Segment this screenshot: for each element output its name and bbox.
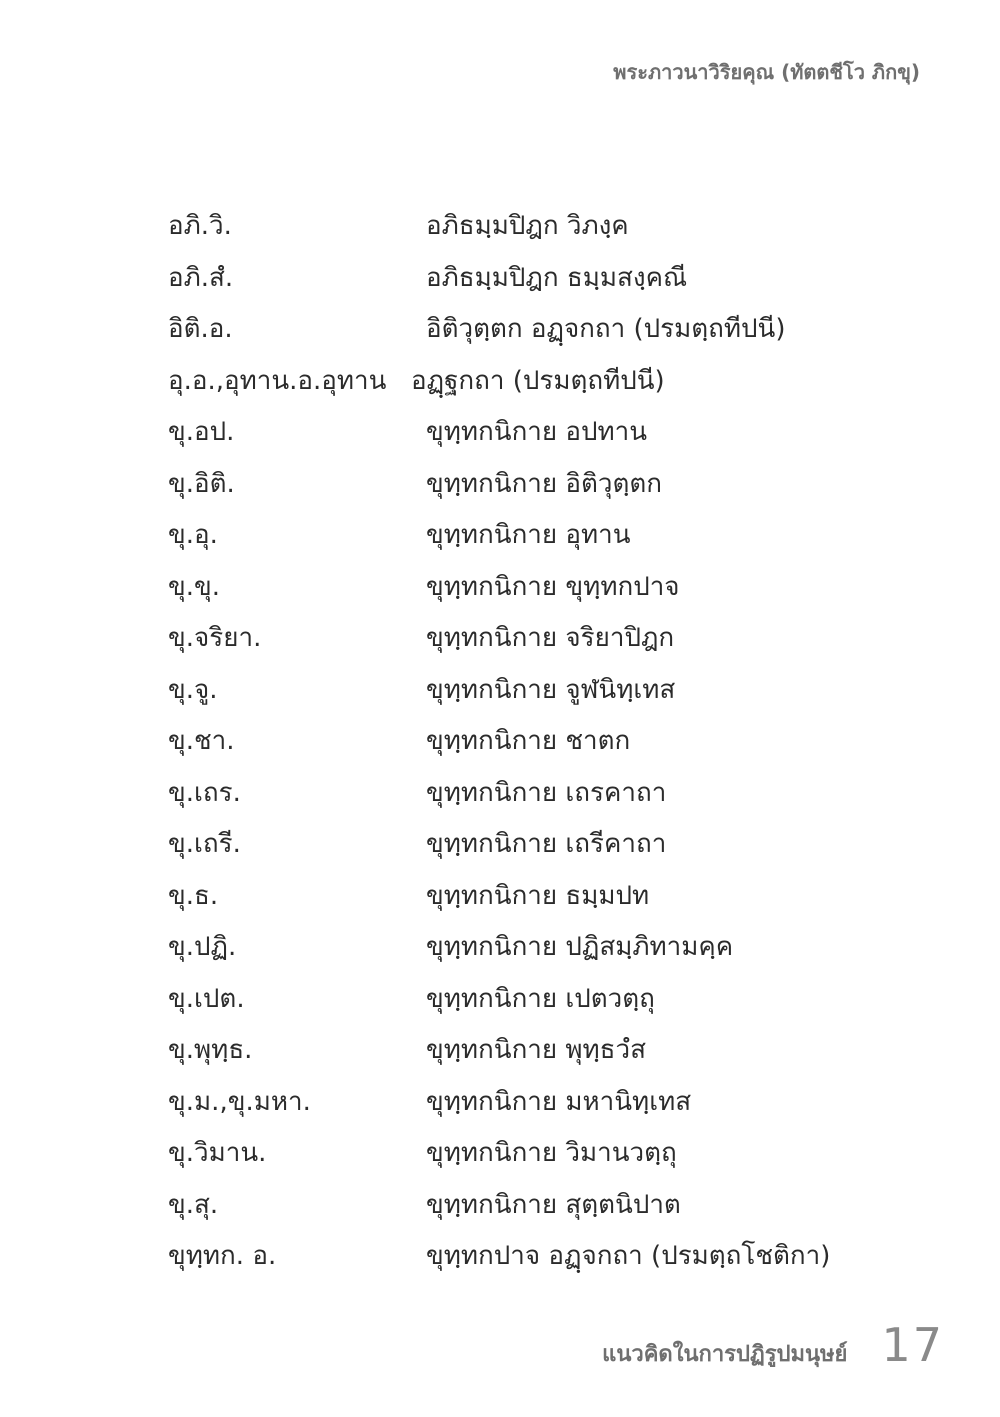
page-number: 17 [881, 1318, 944, 1372]
abbreviation-value: ขุทฺทกนิกาย เถรคาถา [426, 777, 667, 808]
abbreviation-value: ขุทฺทกนิกาย วิมานวตฺถุ [426, 1138, 677, 1168]
abbreviation-row [168, 1180, 928, 1232]
abbreviation-row [168, 1128, 928, 1180]
abbreviation-value: ขุทฺทกนิกาย มหานิทฺเทส [426, 1086, 692, 1117]
abbreviation-key: อุ.อ.,อุทาน.อ.อุทาน [168, 365, 387, 396]
footer-book-title: แนวคิดในการปฏิรูปมนุษย์ [602, 1342, 848, 1367]
abbreviation-row [168, 1025, 928, 1077]
abbreviation-value: ขุทฺทกนิกาย สุตฺตนิปาต [426, 1189, 681, 1220]
abbreviation-key: ขุทฺทก. อ. [168, 1241, 277, 1271]
abbreviation-key: อภิ.วิ. [168, 211, 232, 241]
abbreviation-row [168, 510, 928, 562]
abbreviation-value: ขุทฺทกนิกาย อิติวุตฺตก [426, 468, 663, 499]
abbreviation-value: อฏฺฐกถา (ปรมตฺถทีปนี) [411, 365, 665, 396]
abbreviation-row [168, 922, 928, 974]
running-header-title: พระภาวนาวิริยคุณ (ทัตตชีโว ภิกขุ) [613, 60, 920, 84]
abbreviation-key: อิติ.อ. [168, 314, 233, 344]
abbreviation-value: ขุทฺทกนิกาย เถรีคาถา [426, 829, 667, 859]
abbreviation-key: ขุ.พุทฺธ. [168, 1035, 253, 1065]
abbreviation-list [168, 201, 928, 1283]
abbreviation-key: ขุ.วิมาน. [168, 1138, 267, 1168]
abbreviation-key: ขุ.ม.,ขุ.มหา. [168, 1086, 311, 1117]
abbreviation-value: ขุทฺทกนิกาย จริยาปิฎก [426, 623, 675, 653]
abbreviation-value: อภิธมฺมปิฎก วิภงฺค [426, 211, 629, 241]
abbreviation-row [168, 459, 928, 511]
abbreviation-value: อภิธมฺมปิฎก ธมฺมสงฺคณี [426, 262, 688, 293]
abbreviation-row [168, 356, 928, 408]
running-header [613, 56, 920, 88]
abbreviation-key: ขุ.สุ. [168, 1189, 219, 1220]
abbreviation-row [168, 407, 928, 459]
abbreviation-value: ขุทฺทกนิกาย อุทาน [426, 520, 631, 550]
abbreviation-value: ขุทฺทกปาจ อฏฺจกถา (ปรมตฺถโชติกา) [426, 1241, 831, 1271]
abbreviation-row [168, 1231, 928, 1283]
abbreviation-value: ขุทฺทกนิกาย จูฬนิทฺเทส [426, 674, 676, 705]
abbreviation-row [168, 562, 928, 614]
abbreviation-key: อภิ.สํ. [168, 262, 234, 293]
abbreviation-row [168, 304, 928, 356]
abbreviation-row [168, 253, 928, 305]
abbreviation-key: ขุ.อุ. [168, 520, 218, 550]
abbreviation-row [168, 665, 928, 717]
abbreviation-value: อิติวุตฺตก อฏฺจกถา (ปรมตฺถทีปนี) [426, 314, 786, 344]
abbreviation-value: ขุทฺทกนิกาย พุทฺธวํส [426, 1035, 647, 1065]
abbreviation-value: ขุทฺทกนิกาย อปทาน [426, 417, 648, 447]
abbreviation-key: ขุ.เถรี. [168, 829, 241, 859]
abbreviation-value: ขุทฺทกนิกาย ขุทฺทกปาจ [426, 571, 680, 602]
abbreviation-row [168, 613, 928, 665]
abbreviation-key: ขุ.เถร. [168, 777, 241, 808]
running-footer [602, 1318, 944, 1372]
abbreviation-value: ขุทฺทกนิกาย ปฏิสมฺภิทามคฺค [426, 932, 734, 962]
abbreviation-row [168, 1077, 928, 1129]
abbreviation-key: ขุ.อิติ. [168, 468, 235, 499]
abbreviation-row [168, 201, 928, 253]
abbreviation-row [168, 819, 928, 871]
abbreviation-row [168, 974, 928, 1026]
abbreviation-key: ขุ.ปฏิ. [168, 932, 237, 962]
abbreviation-key: ขุ.จริยา. [168, 623, 262, 653]
abbreviation-key: ขุ.ชา. [168, 726, 235, 756]
abbreviation-row [168, 768, 928, 820]
abbreviation-key: ขุ.เปต. [168, 983, 245, 1014]
abbreviation-key: ขุ.อป. [168, 417, 235, 447]
abbreviation-value: ขุทฺทกนิกาย ชาตก [426, 726, 631, 756]
abbreviation-key: ขุ.ธ. [168, 880, 219, 911]
abbreviation-key: ขุ.จู. [168, 674, 218, 705]
abbreviation-value: ขุทฺทกนิกาย เปตวตฺถุ [426, 983, 655, 1014]
abbreviation-row [168, 716, 928, 768]
abbreviation-value: ขุทฺทกนิกาย ธมฺมปท [426, 880, 650, 911]
abbreviation-row [168, 871, 928, 923]
abbreviation-key: ขุ.ขุ. [168, 571, 221, 602]
